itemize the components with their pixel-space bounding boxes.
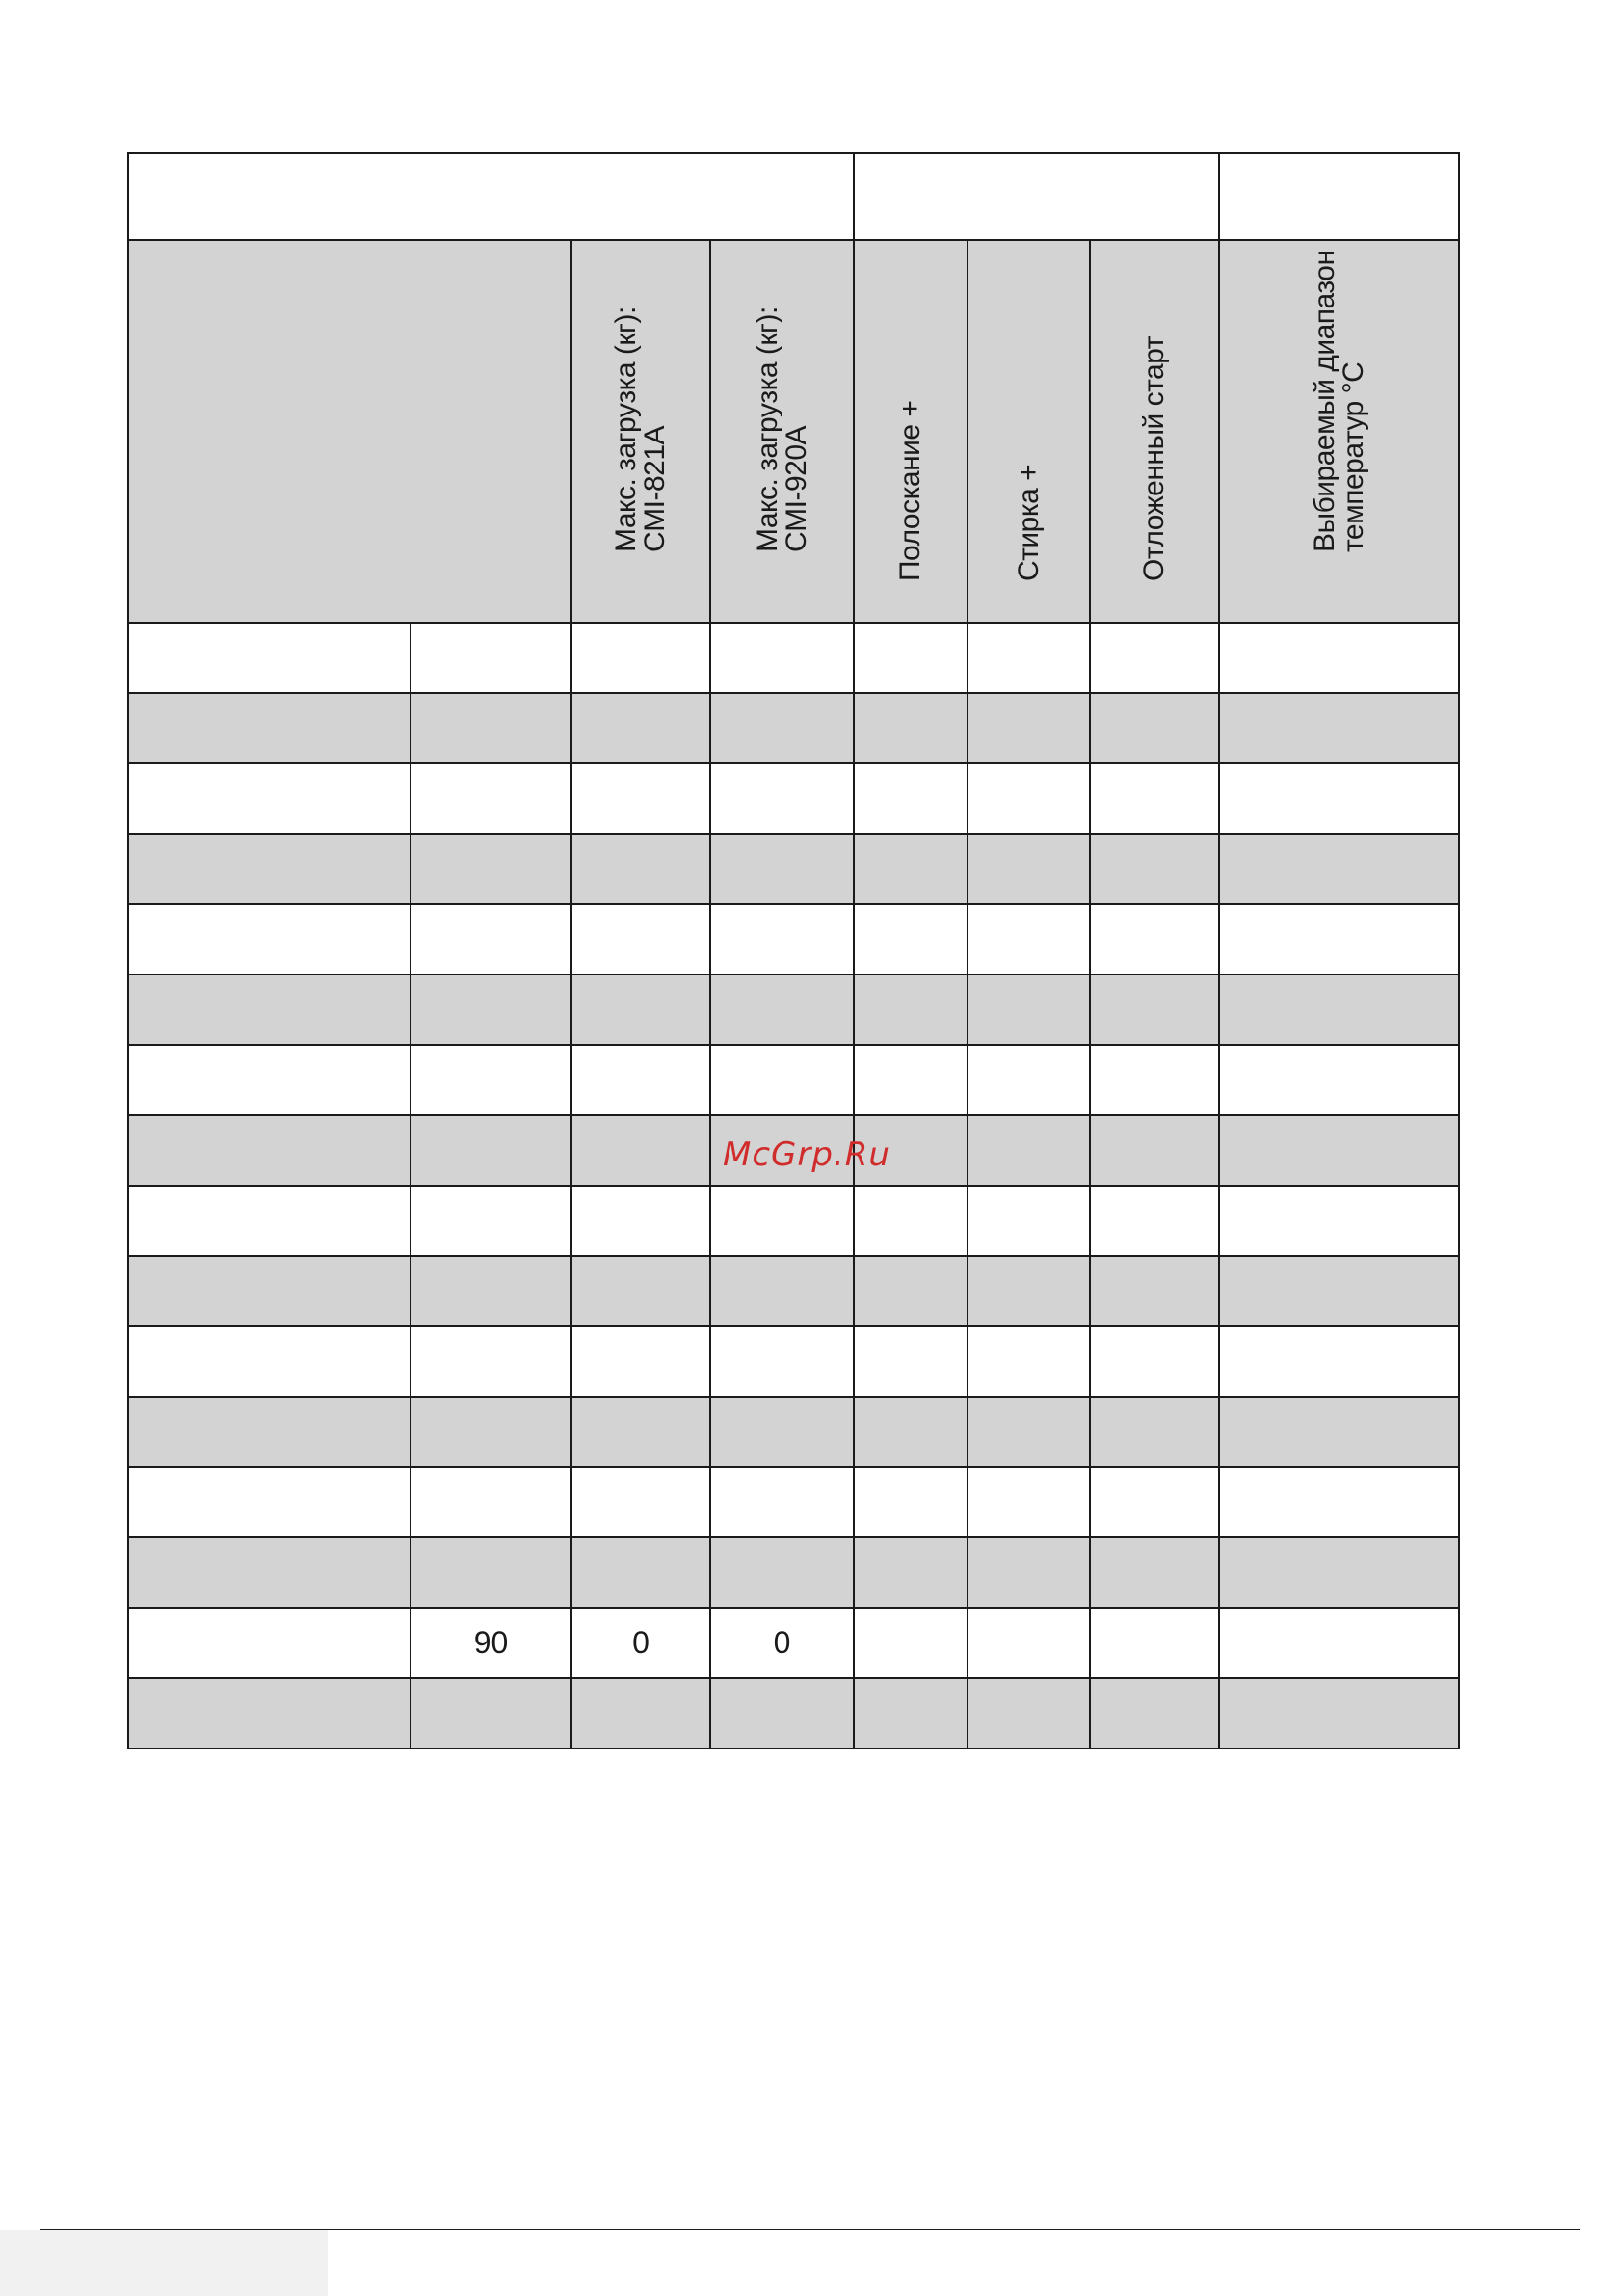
table-cell xyxy=(854,904,968,974)
table-cell xyxy=(854,1045,968,1115)
table-cell xyxy=(968,904,1090,974)
table-cell xyxy=(968,763,1090,834)
table-cell xyxy=(411,1678,571,1749)
table-row xyxy=(128,1608,1459,1678)
table-cell xyxy=(411,1186,571,1256)
footer-box xyxy=(0,2230,328,2296)
top-left-cell xyxy=(128,153,854,240)
table-cell xyxy=(1090,1115,1219,1186)
table-cell xyxy=(1219,1608,1459,1678)
table-cell xyxy=(710,693,854,763)
table-cell xyxy=(710,1467,854,1537)
table-cell xyxy=(710,1186,854,1256)
table-cell xyxy=(854,1326,968,1397)
table-row xyxy=(128,693,1459,763)
table-cell xyxy=(411,1467,571,1537)
table-cell xyxy=(968,1537,1090,1608)
table-cell xyxy=(1090,763,1219,834)
table-row xyxy=(128,904,1459,974)
header-load-920a xyxy=(710,240,854,623)
table-cell xyxy=(128,1537,411,1608)
column-header-row xyxy=(128,240,1459,623)
table-cell xyxy=(571,1397,710,1467)
table-cell xyxy=(1219,1115,1459,1186)
table-cell xyxy=(571,904,710,974)
table-cell xyxy=(1090,623,1219,693)
table-cell xyxy=(1090,974,1219,1045)
programme-table xyxy=(127,152,1460,1749)
table-row xyxy=(128,834,1459,904)
table-cell xyxy=(571,1115,710,1186)
watermark: McGrp.Ru xyxy=(723,1135,890,1174)
header-load-821a-line1: Макс. загрузка (кг): xyxy=(610,307,642,552)
table-cell xyxy=(128,763,411,834)
table-cell xyxy=(968,1045,1090,1115)
table-cell xyxy=(571,693,710,763)
table-cell xyxy=(968,623,1090,693)
table-cell xyxy=(571,974,710,1045)
table-cell xyxy=(854,1186,968,1256)
table-cell: 0 xyxy=(571,1608,710,1678)
table-cell xyxy=(1219,1537,1459,1608)
table-cell xyxy=(1219,693,1459,763)
table-cell xyxy=(128,1608,411,1678)
table-cell xyxy=(968,1186,1090,1256)
header-load-920a-line2: CMI-920A xyxy=(780,425,812,552)
table-cell xyxy=(710,1678,854,1749)
header-load-821a xyxy=(571,240,710,623)
table-row xyxy=(128,1186,1459,1256)
table-cell xyxy=(128,1678,411,1749)
table-cell xyxy=(128,1467,411,1537)
table-cell xyxy=(710,763,854,834)
table-cell xyxy=(968,1608,1090,1678)
table-cell xyxy=(968,974,1090,1045)
table-row xyxy=(128,1678,1459,1749)
header-rinse-plus-label: Полоскание + xyxy=(894,400,926,581)
table-cell xyxy=(1090,834,1219,904)
table-row xyxy=(128,1467,1459,1537)
table-cell xyxy=(128,1326,411,1397)
header-load-821a-line2: CMI-821A xyxy=(639,425,671,552)
table-cell xyxy=(411,974,571,1045)
table-cell xyxy=(710,623,854,693)
table-cell xyxy=(1090,693,1219,763)
header-rinse-plus xyxy=(854,240,968,623)
table-cell xyxy=(571,1537,710,1608)
table-cell xyxy=(571,1186,710,1256)
table-row xyxy=(128,1537,1459,1608)
table-cell xyxy=(1219,1186,1459,1256)
top-middle-cell xyxy=(854,153,1219,240)
table-cell xyxy=(128,1397,411,1467)
header-load-920a-line1: Макс. загрузка (кг): xyxy=(751,307,783,552)
table-cell xyxy=(854,1537,968,1608)
table-cell xyxy=(968,1256,1090,1326)
table-cell xyxy=(854,834,968,904)
table-cell xyxy=(854,1608,968,1678)
table-cell xyxy=(411,1397,571,1467)
table-cell xyxy=(128,623,411,693)
table-cell xyxy=(710,1537,854,1608)
table-cell xyxy=(710,904,854,974)
table-row xyxy=(128,763,1459,834)
table-cell xyxy=(710,1397,854,1467)
table-cell xyxy=(411,834,571,904)
table-cell xyxy=(710,834,854,904)
table-cell xyxy=(128,834,411,904)
table-cell xyxy=(571,1326,710,1397)
table-cell xyxy=(968,1115,1090,1186)
header-wash-plus-label: Стирка + xyxy=(1012,464,1045,581)
header-temp-range xyxy=(1219,240,1459,623)
table-cell xyxy=(854,1397,968,1467)
table-cell xyxy=(1219,1467,1459,1537)
table-cell xyxy=(1219,763,1459,834)
table-cell xyxy=(411,904,571,974)
table-cell xyxy=(128,1256,411,1326)
table-cell xyxy=(968,834,1090,904)
table-cell xyxy=(128,974,411,1045)
table-cell: 0 xyxy=(710,1608,854,1678)
table-cell xyxy=(1090,904,1219,974)
table-cell xyxy=(128,1045,411,1115)
table-cell xyxy=(710,1256,854,1326)
table-cell xyxy=(710,1045,854,1115)
table-cell xyxy=(1219,1678,1459,1749)
table-cell xyxy=(411,1537,571,1608)
table-cell xyxy=(854,693,968,763)
header-delayed-start xyxy=(1090,240,1219,623)
table-cell xyxy=(854,763,968,834)
table-cell xyxy=(1219,1397,1459,1467)
table-row xyxy=(128,1256,1459,1326)
table-cell xyxy=(1219,623,1459,693)
table-cell xyxy=(1219,1045,1459,1115)
table-cell xyxy=(128,1115,411,1186)
table-cell xyxy=(854,1467,968,1537)
table-cell xyxy=(128,1186,411,1256)
table-cell xyxy=(968,693,1090,763)
header-programme-cell xyxy=(128,240,571,623)
table-cell xyxy=(571,763,710,834)
table-cell xyxy=(710,974,854,1045)
table-cell xyxy=(1090,1608,1219,1678)
table-cell xyxy=(411,623,571,693)
table-cell xyxy=(571,623,710,693)
table-cell xyxy=(1090,1678,1219,1749)
table-cell xyxy=(571,1467,710,1537)
table-cell xyxy=(1090,1397,1219,1467)
table-cell xyxy=(1090,1186,1219,1256)
table-cell xyxy=(1090,1045,1219,1115)
table-cell xyxy=(710,1326,854,1397)
table-cell xyxy=(411,763,571,834)
table-row xyxy=(128,1045,1459,1115)
top-right-cell xyxy=(1219,153,1459,240)
table-cell xyxy=(411,1256,571,1326)
header-temp-range-line1: Выбираемый диапазон xyxy=(1308,250,1340,552)
table-cell xyxy=(968,1397,1090,1467)
table-cell xyxy=(128,904,411,974)
table-cell xyxy=(411,1115,571,1186)
table-cell xyxy=(968,1678,1090,1749)
header-temp-range-line2: температур °C xyxy=(1337,361,1369,552)
table-row xyxy=(128,1397,1459,1467)
table-cell xyxy=(571,834,710,904)
header-wash-plus xyxy=(968,240,1090,623)
table-cell: 90 xyxy=(411,1608,571,1678)
table-cell xyxy=(411,1045,571,1115)
table-cell xyxy=(1219,974,1459,1045)
header-delayed-start-label: Отложенный старт xyxy=(1138,335,1170,581)
table-cell xyxy=(1090,1256,1219,1326)
table-cell xyxy=(854,623,968,693)
table-cell xyxy=(854,1678,968,1749)
table-cell xyxy=(571,1045,710,1115)
table-cell xyxy=(128,693,411,763)
table-cell xyxy=(968,1467,1090,1537)
table-cell xyxy=(411,1326,571,1397)
table-cell xyxy=(1090,1537,1219,1608)
table-cell xyxy=(1219,834,1459,904)
table-row xyxy=(128,974,1459,1045)
table-cell xyxy=(571,1256,710,1326)
table-cell xyxy=(1090,1467,1219,1537)
table-cell xyxy=(571,1678,710,1749)
table-cell xyxy=(854,974,968,1045)
table-cell xyxy=(968,1326,1090,1397)
table-cell xyxy=(1219,904,1459,974)
table-cell xyxy=(1090,1326,1219,1397)
table-row xyxy=(128,1326,1459,1397)
table-cell xyxy=(1219,1256,1459,1326)
table-top-row xyxy=(128,153,1459,240)
table-row xyxy=(128,623,1459,693)
table-cell xyxy=(854,1256,968,1326)
table-cell xyxy=(411,693,571,763)
table-cell xyxy=(1219,1326,1459,1397)
